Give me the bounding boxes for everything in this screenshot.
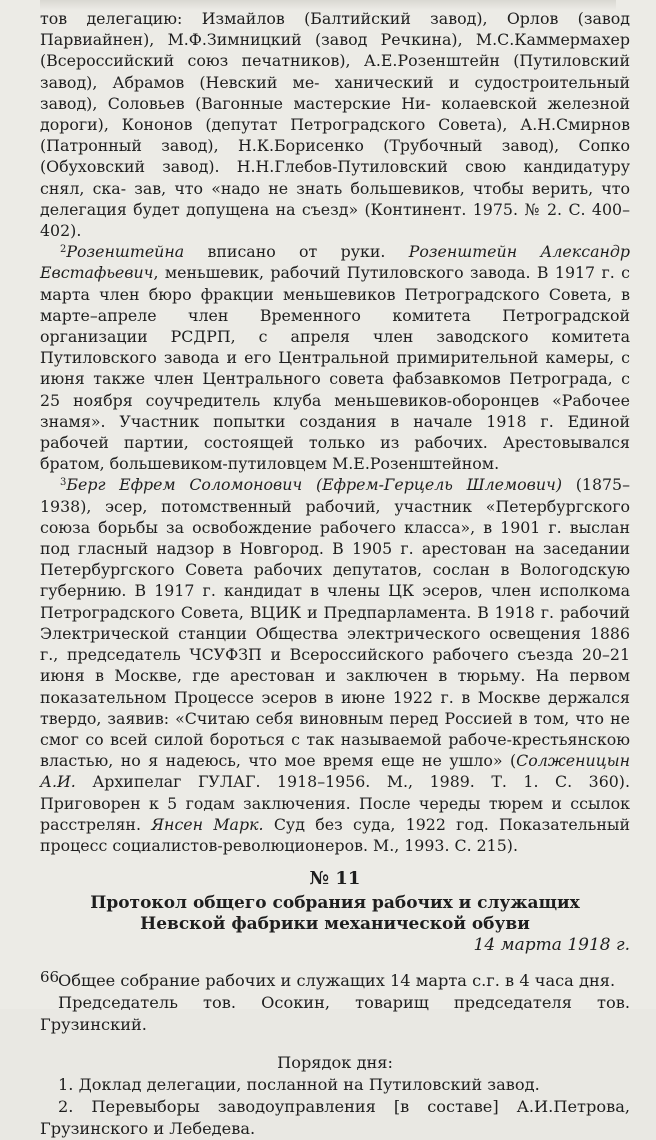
agenda-item: 2. Перевыборы заводоуправления [в составе] А.И.Петрова, Грузинского и Лебедева.: [40, 1097, 630, 1139]
document-body: [40, 970, 630, 1140]
footnote-person-name: Берг Ефрем Соломонович (Ефрем-Герцель Шлемович): [66, 475, 562, 495]
footnote-2: [40, 241, 630, 474]
document-paragraph: Председатель тов. Осокин, товарищ председателя тов. Грузинский.: [40, 993, 630, 1035]
footnote-marker: 2: [60, 244, 67, 256]
footnote-person-name: Розенштейн Александр Евстафьевич: [40, 242, 631, 283]
footnote-lead-rest: вписано от руки.: [184, 242, 409, 262]
footnote-citation-author: Янсен Марк.: [151, 814, 264, 834]
intro-line: зав, что «надо не знать большевиков, чтобы верить, что делегация будет: [40, 178, 630, 219]
page-number: 66: [40, 968, 60, 986]
intro-paragraph: [40, 8, 630, 241]
document-date: 14 марта 1918 г.: [473, 935, 630, 956]
footnote-body: Архипелаг ГУЛАГ. 1918–1956. М., 1989. Т. 1. С. 360). Приговорен к 5 годам заключения. После череды тюрем и ссылок расстрелян.: [40, 772, 630, 834]
document-heading: [40, 868, 630, 935]
footnote-body: (1875–1938), эсер, потомственный рабочий, участник «Петербургского союза борьбы за освобождение рабочего класса», в 1901 г. выслан под гласный надзор в Новгород. В 1905 г. арестован на заседании Петербургского Совета рабочих депутатов, сослан в Вологодскую губернию. В 1917 г. кандидат в члены ЦК эсеров, член исполкома Петроградского Совета, ВЦИК и Предпарламента. В 1918 г. рабочий Электрической станции Общества электрического освещения 1886 г., председатель ЧСУФЗП и Всероссийского рабочего съезда 20–21 июня в Москве, где арестован и заключен в тюрьму. На первом показательном Процессе эсеров в июне 1922 г. в Москве держался твердо, заявив: «Считаю себя виновным перед Россией в том, что не смог со всей силой бороться с так называемой рабоче-крестьянскою властью, но я надеюсь, что мое время еще не ушло» (: [40, 475, 630, 771]
intro-line: ханический и судостроительный завод), Соловьев (Вагонные мастерские Ни-: [40, 72, 631, 113]
footnote-citation-author: Солженицын А.И.: [40, 751, 630, 792]
agenda-item: 1. Доклад делегации, посланной на Путиловский завод.: [58, 1075, 540, 1095]
intro-line: печатников), А.Е.Розенштейн (Путиловский завод), Абрамов (Невский ме-: [40, 51, 630, 92]
text-column: [40, 8, 630, 1140]
footnote-body: , меньшевик, рабочий Путиловского завода. В 1917 г. с марта член бюро фракции меньшевиков Петроградского Совета, в марте–апреле член Временного комитета Петроградской организации РСДРП, с апреля член заводского комитета Путиловского завода и его Центральной примирительной камеры, с июня также член Центрального совета фабзавкомов Петрограда, с 25 ноября соучредитель клуба меньшевиков-оборонцев «Рабочее знамя». Участник попытки создания в начале 1918 г. Единой рабочей партии, состоящей только из рабочих. Арестовывался братом, большевиком-путиловцем М.Е.Розенштейном.: [40, 263, 630, 474]
intro-line: тов делегацию: Измайлов (Балтийский завод), Орлов (завод Парвиайнен),: [40, 9, 630, 50]
intro-line: (Обуховский завод). Н.Н.Глебов-Путиловский свою кандидатуру снял, ска-: [40, 157, 630, 198]
intro-line: колаевской железной дороги), Кононов (депутат Петроградского Совета),: [40, 93, 630, 135]
footnote-body: Суд без суда, 1922 год. Показательный процесс социалистов-революционеров. М., 1993. С. 215).: [40, 814, 630, 855]
agenda-title: Порядок дня:: [277, 1053, 393, 1073]
intro-line: М.Ф.Зимницкий (завод Речкина), М.С.Каммермахер (Всероссийский союз: [40, 30, 630, 71]
document-title-line: Протокол общего собрания рабочих и служащих: [90, 893, 580, 914]
footnote-3: [40, 474, 630, 856]
footnote-marker: 3: [60, 477, 67, 489]
intro-line: А.Н.Смирнов (Патронный завод), Н.К.Борисенко (Трубочный завод), Сопко: [40, 115, 630, 156]
footnote-lead: Розенштейна: [66, 242, 185, 262]
document-number: № 11: [309, 868, 361, 890]
document-title-line: Невской фабрики механической обуви: [140, 914, 530, 935]
intro-line: допущена на съезд» (Континент. 1975. № 2. С. 400–402).: [40, 199, 630, 241]
document-paragraph: Общее собрание рабочих и служащих 14 марта с.г. в 4 часа дня.: [58, 971, 616, 991]
